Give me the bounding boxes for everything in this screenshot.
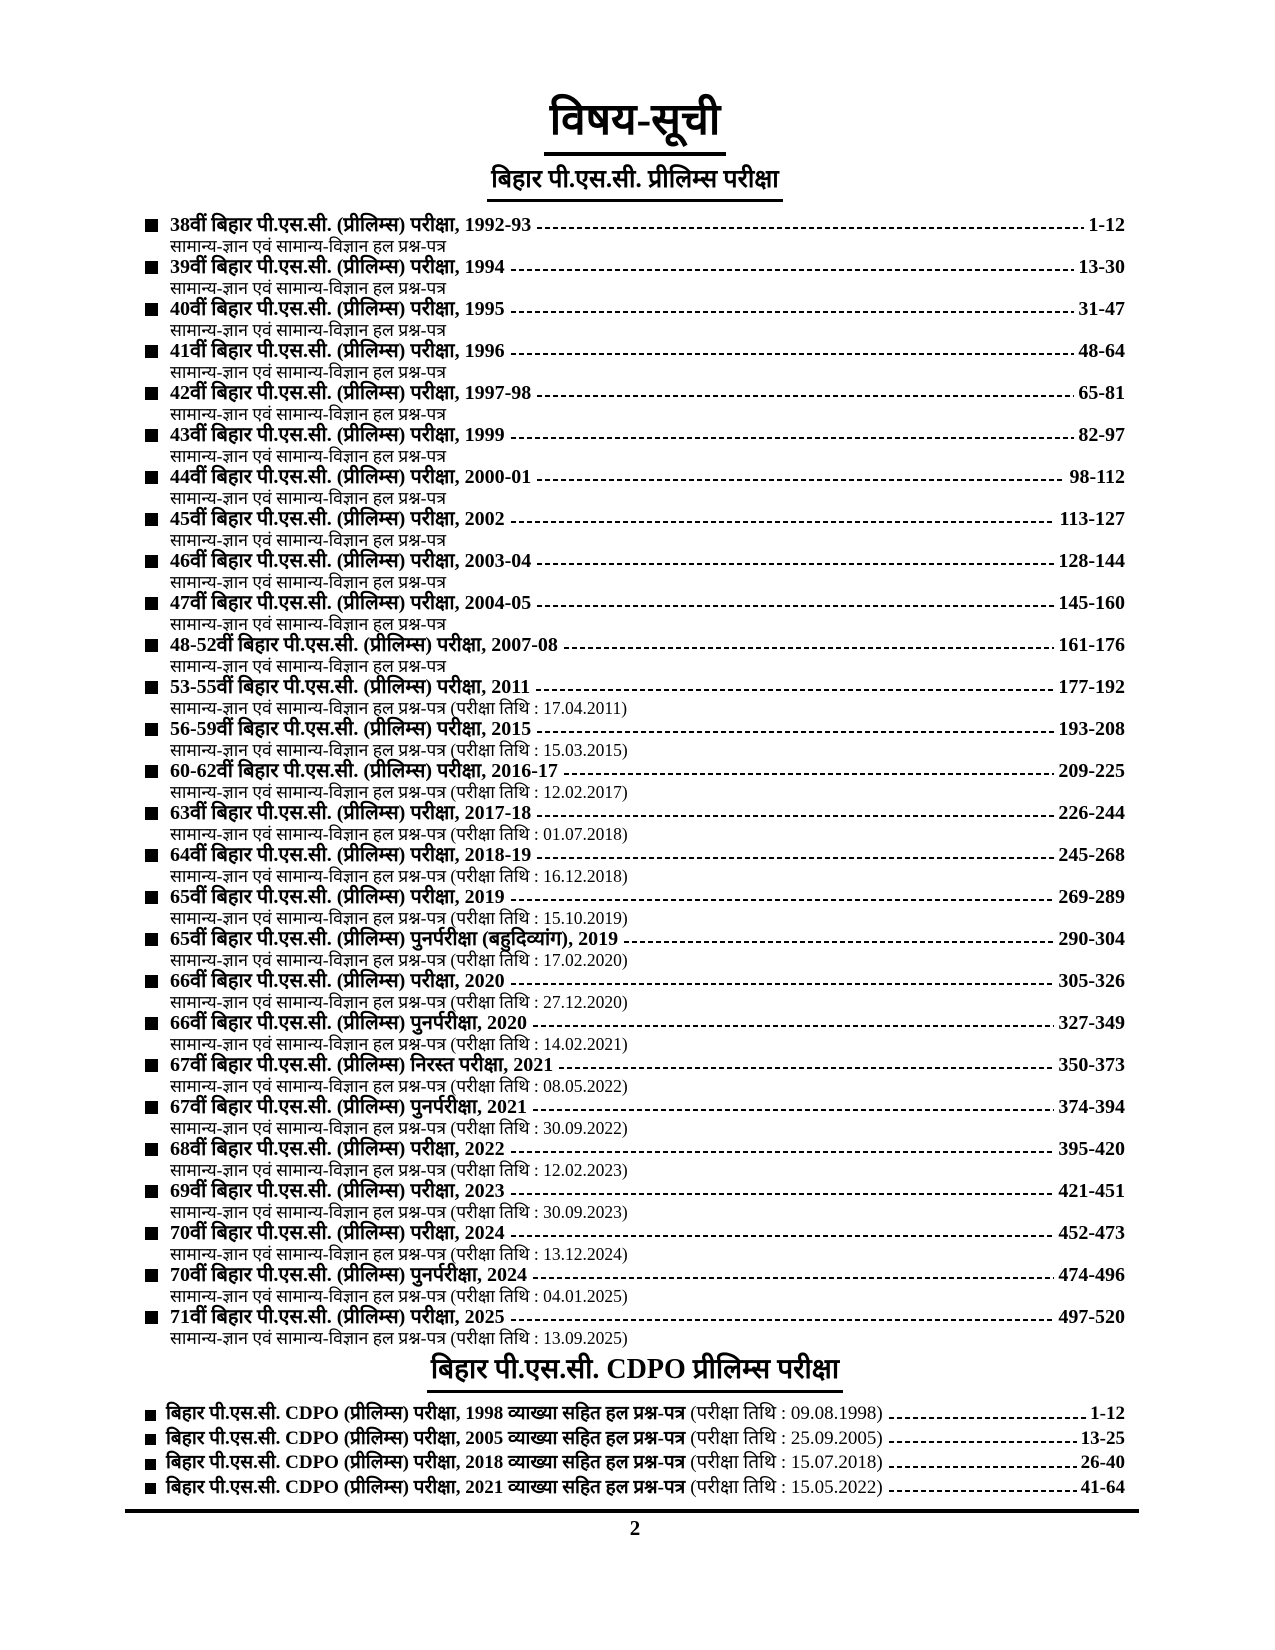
toc-entry-subtitle: सामान्य-ज्ञान एवं सामान्य-विज्ञान हल प्रश्न-पत्र (परीक्षा तिथि : 12.02.2023) — [170, 1160, 628, 1181]
toc-entry — [145, 1222, 1125, 1264]
toc-entry-subtitle: सामान्य-ज्ञान एवं सामान्य-विज्ञान हल प्रश्न-पत्र — [170, 488, 447, 509]
square-bullet-icon — [145, 1059, 158, 1072]
bpsc-prelims-toc-list — [145, 214, 1125, 1348]
toc-entry — [145, 970, 1125, 1012]
toc-entry-page-range: 226-244 — [1058, 802, 1125, 825]
toc-entry-title: 69वीं बिहार पी.एस.सी. (प्रीलिम्स) परीक्षा, 2023 — [170, 1180, 505, 1203]
square-bullet-icon — [145, 891, 158, 904]
cdpo-toc-entry — [145, 1427, 1125, 1452]
toc-entry-page-range: 452-473 — [1058, 1222, 1125, 1245]
toc-entry-title: 60-62वीं बिहार पी.एस.सी. (प्रीलिम्स) परीक्षा, 2016-17 — [170, 760, 558, 783]
toc-entry-main-line — [145, 928, 1125, 951]
toc-entry-page-range: 350-373 — [1058, 1054, 1125, 1077]
toc-entry-subtitle: सामान्य-ज्ञान एवं सामान्य-विज्ञान हल प्रश्न-पत्र (परीक्षा तिथि : 13.12.2024) — [170, 1244, 628, 1265]
toc-entry-main-line — [145, 1264, 1125, 1287]
square-bullet-icon — [145, 1227, 158, 1240]
toc-entry-title: 66वीं बिहार पी.एस.सी. (प्रीलिम्स) परीक्षा, 2020 — [170, 970, 505, 993]
dash-leader — [537, 563, 1054, 565]
dash-leader — [564, 647, 1054, 649]
square-bullet-icon — [145, 1410, 156, 1421]
page-title-text: विषय-सूची — [544, 96, 727, 156]
toc-entry-page-range: 98-112 — [1069, 466, 1125, 489]
cdpo-toc-list — [145, 1402, 1125, 1500]
toc-entry-title: 71वीं बिहार पी.एस.सी. (प्रीलिम्स) परीक्षा, 2025 — [170, 1306, 505, 1329]
toc-entry — [145, 1264, 1125, 1306]
square-bullet-icon — [145, 387, 158, 400]
cdpo-entry-exam-date: (परीक्षा तिथि : 09.08.1998) — [690, 1403, 883, 1425]
dash-leader — [537, 479, 1065, 481]
toc-entry-subtitle: सामान्य-ज्ञान एवं सामान्य-विज्ञान हल प्रश्न-पत्र (परीक्षा तिथि : 17.02.2020) — [170, 950, 628, 971]
toc-entry-subtitle: सामान्य-ज्ञान एवं सामान्य-विज्ञान हल प्रश्न-पत्र (परीक्षा तिथि : 12.02.2017) — [170, 782, 628, 803]
toc-entry-title: 39वीं बिहार पी.एस.सी. (प्रीलिम्स) परीक्षा, 1994 — [170, 256, 505, 279]
toc-entry-subtitle: सामान्य-ज्ञान एवं सामान्य-विज्ञान हल प्रश्न-पत्र (परीक्षा तिथि : 08.05.2022) — [170, 1076, 628, 1097]
toc-entry-page-range: 161-176 — [1058, 634, 1125, 657]
toc-entry-page-range: 128-144 — [1058, 550, 1125, 573]
toc-entry — [145, 1012, 1125, 1054]
toc-entry — [145, 802, 1125, 844]
dash-leader — [624, 941, 1054, 943]
toc-entry-title: 70वीं बिहार पी.एस.सी. (प्रीलिम्स) पुनर्परीक्षा, 2024 — [170, 1264, 528, 1287]
toc-entry-page-range: 305-326 — [1058, 970, 1125, 993]
toc-entry-main-line — [145, 1138, 1125, 1161]
toc-entry — [145, 634, 1125, 676]
toc-entry-subtitle: सामान्य-ज्ञान एवं सामान्य-विज्ञान हल प्रश्न-पत्र (परीक्षा तिथि : 30.09.2022) — [170, 1118, 628, 1139]
toc-entry-main-line — [145, 592, 1125, 615]
toc-entry-page-range: 113-127 — [1059, 508, 1125, 531]
section-heading-bpsc-prelims-text: बिहार पी.एस.सी. प्रीलिम्स परीक्षा — [487, 166, 782, 202]
cdpo-entry-title: बिहार पी.एस.सी. CDPO (प्रीलिम्स) परीक्षा, 1998 व्याख्या सहित हल प्रश्न-पत्र — [166, 1403, 686, 1425]
square-bullet-icon — [145, 1101, 158, 1114]
square-bullet-icon — [145, 975, 158, 988]
dash-leader — [511, 1319, 1055, 1321]
cdpo-entry-exam-date: (परीक्षा तिथि : 15.07.2018) — [690, 1452, 883, 1474]
square-bullet-icon — [145, 723, 158, 736]
toc-entry-main-line — [145, 1222, 1125, 1245]
toc-entry-page-range: 82-97 — [1078, 424, 1125, 447]
toc-entry — [145, 1138, 1125, 1180]
square-bullet-icon — [145, 933, 158, 946]
dash-leader — [536, 689, 1054, 691]
toc-entry-main-line — [145, 424, 1125, 447]
toc-entry — [145, 886, 1125, 928]
toc-entry-title: 48-52वीं बिहार पी.एस.सी. (प्रीलिम्स) परीक्षा, 2007-08 — [170, 634, 558, 657]
toc-entry-page-range: 65-81 — [1078, 382, 1125, 405]
toc-entry-subtitle: सामान्य-ज्ञान एवं सामान्य-विज्ञान हल प्रश्न-पत्र — [170, 236, 447, 257]
cdpo-entry-page-range: 41-64 — [1080, 1476, 1125, 1498]
toc-entry-title: 46वीं बिहार पी.एस.सी. (प्रीलिम्स) परीक्षा, 2003-04 — [170, 550, 532, 573]
square-bullet-icon — [145, 219, 158, 232]
toc-entry-main-line — [145, 970, 1125, 993]
square-bullet-icon — [145, 429, 158, 442]
dash-leader — [889, 1441, 1077, 1443]
square-bullet-icon — [145, 639, 158, 652]
toc-entry-page-range: 1-12 — [1088, 214, 1125, 237]
footer-page-number: 2 — [629, 1516, 641, 1541]
section-heading-cdpo — [145, 1354, 1125, 1393]
toc-entry — [145, 508, 1125, 550]
dash-leader — [533, 1277, 1054, 1279]
toc-entry-title: 63वीं बिहार पी.एस.सी. (प्रीलिम्स) परीक्षा, 2017-18 — [170, 802, 532, 825]
toc-entry-subtitle: सामान्य-ज्ञान एवं सामान्य-विज्ञान हल प्रश्न-पत्र — [170, 320, 447, 341]
cdpo-entry-title: बिहार पी.एस.सी. CDPO (प्रीलिम्स) परीक्षा, 2005 व्याख्या सहित हल प्रश्न-पत्र — [166, 1427, 686, 1449]
cdpo-toc-entry — [145, 1451, 1125, 1476]
toc-entry-title: 64वीं बिहार पी.एस.सी. (प्रीलिम्स) परीक्षा, 2018-19 — [170, 844, 532, 867]
dash-leader — [537, 395, 1074, 397]
section-heading-cdpo-text: बिहार पी.एस.सी. CDPO प्रीलिम्स परीक्षा — [427, 1354, 843, 1393]
toc-entry-title: 67वीं बिहार पी.एस.सी. (प्रीलिम्स) निरस्त परीक्षा, 2021 — [170, 1054, 554, 1077]
dash-leader — [511, 983, 1055, 985]
page-title — [145, 96, 1125, 156]
toc-entry-main-line — [145, 886, 1125, 909]
section-heading-bpsc-prelims — [145, 166, 1125, 202]
toc-entry-title: 67वीं बिहार पी.एस.सी. (प्रीलिम्स) पुनर्परीक्षा, 2021 — [170, 1096, 528, 1119]
toc-entry-title: 43वीं बिहार पी.एस.सी. (प्रीलिम्स) परीक्षा, 1999 — [170, 424, 505, 447]
toc-entry-title: 66वीं बिहार पी.एस.सी. (प्रीलिम्स) पुनर्परीक्षा, 2020 — [170, 1012, 528, 1035]
toc-entry-main-line — [145, 214, 1125, 237]
toc-entry-main-line — [145, 760, 1125, 783]
toc-entry-main-line — [145, 844, 1125, 867]
toc-entry-main-line — [145, 1306, 1125, 1329]
toc-entry-subtitle: सामान्य-ज्ञान एवं सामान्य-विज्ञान हल प्रश्न-पत्र (परीक्षा तिथि : 27.12.2020) — [170, 992, 628, 1013]
toc-entry — [145, 214, 1125, 256]
toc-entry-page-range: 145-160 — [1058, 592, 1125, 615]
square-bullet-icon — [145, 1434, 156, 1445]
dash-leader — [537, 605, 1054, 607]
dash-leader — [511, 899, 1055, 901]
toc-entry — [145, 676, 1125, 718]
toc-entry-page-range: 48-64 — [1078, 340, 1125, 363]
toc-entry-page-range: 395-420 — [1058, 1138, 1125, 1161]
toc-entry — [145, 424, 1125, 466]
toc-entry-page-range: 13-30 — [1078, 256, 1125, 279]
toc-entry-title: 42वीं बिहार पी.एस.सी. (प्रीलिम्स) परीक्षा, 1997-98 — [170, 382, 532, 405]
toc-entry-page-range: 327-349 — [1058, 1012, 1125, 1035]
square-bullet-icon — [145, 1017, 158, 1030]
square-bullet-icon — [145, 1269, 158, 1282]
toc-entry — [145, 298, 1125, 340]
toc-entry-title: 70वीं बिहार पी.एस.सी. (प्रीलिम्स) परीक्षा, 2024 — [170, 1222, 505, 1245]
toc-entry-page-range: 209-225 — [1058, 760, 1125, 783]
toc-entry-main-line — [145, 676, 1125, 699]
square-bullet-icon — [145, 1143, 158, 1156]
toc-entry-main-line — [145, 298, 1125, 321]
dash-leader — [537, 227, 1084, 229]
square-bullet-icon — [145, 513, 158, 526]
dash-leader — [889, 1466, 1077, 1468]
square-bullet-icon — [145, 1185, 158, 1198]
toc-entry — [145, 382, 1125, 424]
toc-entry-page-range: 245-268 — [1058, 844, 1125, 867]
toc-entry-title: 41वीं बिहार पी.एस.सी. (प्रीलिम्स) परीक्षा, 1996 — [170, 340, 505, 363]
cdpo-entry-exam-date: (परीक्षा तिथि : 25.09.2005) — [690, 1427, 883, 1449]
toc-entry-page-range: 177-192 — [1058, 676, 1125, 699]
cdpo-toc-entry — [145, 1402, 1125, 1427]
toc-entry — [145, 466, 1125, 508]
toc-entry-subtitle: सामान्य-ज्ञान एवं सामान्य-विज्ञान हल प्रश्न-पत्र (परीक्षा तिथि : 01.07.2018) — [170, 824, 628, 845]
toc-entry-subtitle: सामान्य-ज्ञान एवं सामान्य-विज्ञान हल प्रश्न-पत्र — [170, 656, 447, 677]
toc-entry — [145, 1306, 1125, 1348]
toc-entry-subtitle: सामान्य-ज्ञान एवं सामान्य-विज्ञान हल प्रश्न-पत्र — [170, 278, 447, 299]
toc-entry-page-range: 269-289 — [1058, 886, 1125, 909]
toc-entry-subtitle: सामान्य-ज्ञान एवं सामान्य-विज्ञान हल प्रश्न-पत्र (परीक्षा तिथि : 30.09.2023) — [170, 1202, 628, 1223]
square-bullet-icon — [145, 1459, 156, 1470]
cdpo-entry-exam-date: (परीक्षा तिथि : 15.05.2022) — [690, 1476, 883, 1498]
toc-entry — [145, 844, 1125, 886]
toc-entry-subtitle: सामान्य-ज्ञान एवं सामान्य-विज्ञान हल प्रश्न-पत्र — [170, 614, 447, 635]
dash-leader — [889, 1417, 1086, 1419]
dash-leader — [533, 1025, 1054, 1027]
square-bullet-icon — [145, 345, 158, 358]
square-bullet-icon — [145, 681, 158, 694]
square-bullet-icon — [145, 849, 158, 862]
toc-entry-main-line — [145, 718, 1125, 741]
toc-entry — [145, 340, 1125, 382]
toc-entry-main-line — [145, 508, 1125, 531]
toc-entry-page-range: 474-496 — [1058, 1264, 1125, 1287]
toc-entry-main-line — [145, 1012, 1125, 1035]
cdpo-entry-page-range: 13-25 — [1080, 1427, 1125, 1449]
toc-entry-subtitle: सामान्य-ज्ञान एवं सामान्य-विज्ञान हल प्रश्न-पत्र (परीक्षा तिथि : 13.09.2025) — [170, 1328, 628, 1349]
toc-entry-subtitle: सामान्य-ज्ञान एवं सामान्य-विज्ञान हल प्रश्न-पत्र (परीक्षा तिथि : 14.02.2021) — [170, 1034, 628, 1055]
toc-entry-main-line — [145, 466, 1125, 489]
toc-entry-subtitle: सामान्य-ज्ञान एवं सामान्य-विज्ञान हल प्रश्न-पत्र (परीक्षा तिथि : 04.01.2025) — [170, 1286, 628, 1307]
toc-entry-main-line — [145, 1096, 1125, 1119]
dash-leader — [511, 1193, 1055, 1195]
square-bullet-icon — [145, 597, 158, 610]
cdpo-entry-title: बिहार पी.एस.सी. CDPO (प्रीलिम्स) परीक्षा, 2018 व्याख्या सहित हल प्रश्न-पत्र — [166, 1452, 686, 1474]
toc-entry — [145, 550, 1125, 592]
dash-leader — [537, 815, 1054, 817]
toc-entry-title: 44वीं बिहार पी.एस.सी. (प्रीलिम्स) परीक्षा, 2000-01 — [170, 466, 532, 489]
dash-leader — [511, 1235, 1055, 1237]
toc-entry — [145, 718, 1125, 760]
toc-entry-subtitle: सामान्य-ज्ञान एवं सामान्य-विज्ञान हल प्रश्न-पत्र — [170, 404, 447, 425]
toc-entry — [145, 1054, 1125, 1096]
dash-leader — [889, 1490, 1077, 1492]
toc-entry-title: 65वीं बिहार पी.एस.सी. (प्रीलिम्स) पुनर्परीक्षा (बहुदिव्यांग), 2019 — [170, 928, 619, 951]
dash-leader — [564, 773, 1054, 775]
toc-entry-page-range: 497-520 — [1058, 1306, 1125, 1329]
dash-leader — [533, 1109, 1054, 1111]
dash-leader — [511, 437, 1075, 439]
square-bullet-icon — [145, 765, 158, 778]
dash-leader — [511, 1151, 1055, 1153]
toc-entry-title: 65वीं बिहार पी.एस.सी. (प्रीलिम्स) परीक्षा, 2019 — [170, 886, 505, 909]
dash-leader — [537, 857, 1054, 859]
toc-entry-title: 53-55वीं बिहार पी.एस.सी. (प्रीलिम्स) परीक्षा, 2011 — [170, 676, 531, 699]
toc-entry-main-line — [145, 802, 1125, 825]
toc-entry-subtitle: सामान्य-ज्ञान एवं सामान्य-विज्ञान हल प्रश्न-पत्र — [170, 446, 447, 467]
square-bullet-icon — [145, 1483, 156, 1494]
toc-entry-main-line — [145, 256, 1125, 279]
toc-entry — [145, 1096, 1125, 1138]
dash-leader — [559, 1067, 1054, 1069]
toc-entry-main-line — [145, 634, 1125, 657]
toc-entry — [145, 928, 1125, 970]
toc-entry — [145, 760, 1125, 802]
square-bullet-icon — [145, 1311, 158, 1324]
dash-leader — [511, 521, 1056, 523]
cdpo-entry-page-range: 26-40 — [1080, 1452, 1125, 1474]
toc-entry-main-line — [145, 340, 1125, 363]
toc-entry — [145, 256, 1125, 298]
toc-entry-title: 68वीं बिहार पी.एस.सी. (प्रीलिम्स) परीक्षा, 2022 — [170, 1138, 505, 1161]
toc-entry-main-line — [145, 550, 1125, 573]
toc-entry-subtitle: सामान्य-ज्ञान एवं सामान्य-विज्ञान हल प्रश्न-पत्र (परीक्षा तिथि : 15.10.2019) — [170, 908, 628, 929]
toc-entry-subtitle: सामान्य-ज्ञान एवं सामान्य-विज्ञान हल प्रश्न-पत्र (परीक्षा तिथि : 17.04.2011) — [170, 698, 628, 719]
toc-entry-page-range: 374-394 — [1058, 1096, 1125, 1119]
dash-leader — [511, 311, 1075, 313]
toc-entry — [145, 592, 1125, 634]
toc-entry-main-line — [145, 1054, 1125, 1077]
toc-entry-main-line — [145, 1180, 1125, 1203]
dash-leader — [511, 353, 1075, 355]
footer-divider — [125, 1509, 1139, 1513]
square-bullet-icon — [145, 261, 158, 274]
toc-entry-title: 38वीं बिहार पी.एस.सी. (प्रीलिम्स) परीक्षा, 1992-93 — [170, 214, 532, 237]
toc-entry-title: 56-59वीं बिहार पी.एस.सी. (प्रीलिम्स) परीक्षा, 2015 — [170, 718, 532, 741]
cdpo-entry-page-range: 1-12 — [1090, 1403, 1125, 1425]
toc-entry — [145, 1180, 1125, 1222]
toc-entry-page-range: 290-304 — [1058, 928, 1125, 951]
toc-entry-subtitle: सामान्य-ज्ञान एवं सामान्य-विज्ञान हल प्रश्न-पत्र — [170, 572, 447, 593]
dash-leader — [511, 269, 1075, 271]
toc-entry-subtitle: सामान्य-ज्ञान एवं सामान्य-विज्ञान हल प्रश्न-पत्र (परीक्षा तिथि : 15.03.2015) — [170, 740, 628, 761]
square-bullet-icon — [145, 807, 158, 820]
toc-entry-subtitle: सामान्य-ज्ञान एवं सामान्य-विज्ञान हल प्रश्न-पत्र — [170, 530, 447, 551]
toc-entry-title: 45वीं बिहार पी.एस.सी. (प्रीलिम्स) परीक्षा, 2002 — [170, 508, 505, 531]
dash-leader — [537, 731, 1054, 733]
square-bullet-icon — [145, 471, 158, 484]
toc-entry-subtitle: सामान्य-ज्ञान एवं सामान्य-विज्ञान हल प्रश्न-पत्र (परीक्षा तिथि : 16.12.2018) — [170, 866, 628, 887]
toc-entry-page-range: 193-208 — [1058, 718, 1125, 741]
cdpo-entry-title: बिहार पी.एस.सी. CDPO (प्रीलिम्स) परीक्षा, 2021 व्याख्या सहित हल प्रश्न-पत्र — [166, 1476, 686, 1498]
square-bullet-icon — [145, 555, 158, 568]
cdpo-toc-entry — [145, 1476, 1125, 1501]
square-bullet-icon — [145, 303, 158, 316]
toc-entry-subtitle: सामान्य-ज्ञान एवं सामान्य-विज्ञान हल प्रश्न-पत्र — [170, 362, 447, 383]
toc-entry-title: 40वीं बिहार पी.एस.सी. (प्रीलिम्स) परीक्षा, 1995 — [170, 298, 505, 321]
toc-entry-title: 47वीं बिहार पी.एस.सी. (प्रीलिम्स) परीक्षा, 2004-05 — [170, 592, 532, 615]
toc-entry-main-line — [145, 382, 1125, 405]
toc-entry-page-range: 421-451 — [1058, 1180, 1125, 1203]
toc-entry-page-range: 31-47 — [1078, 298, 1125, 321]
